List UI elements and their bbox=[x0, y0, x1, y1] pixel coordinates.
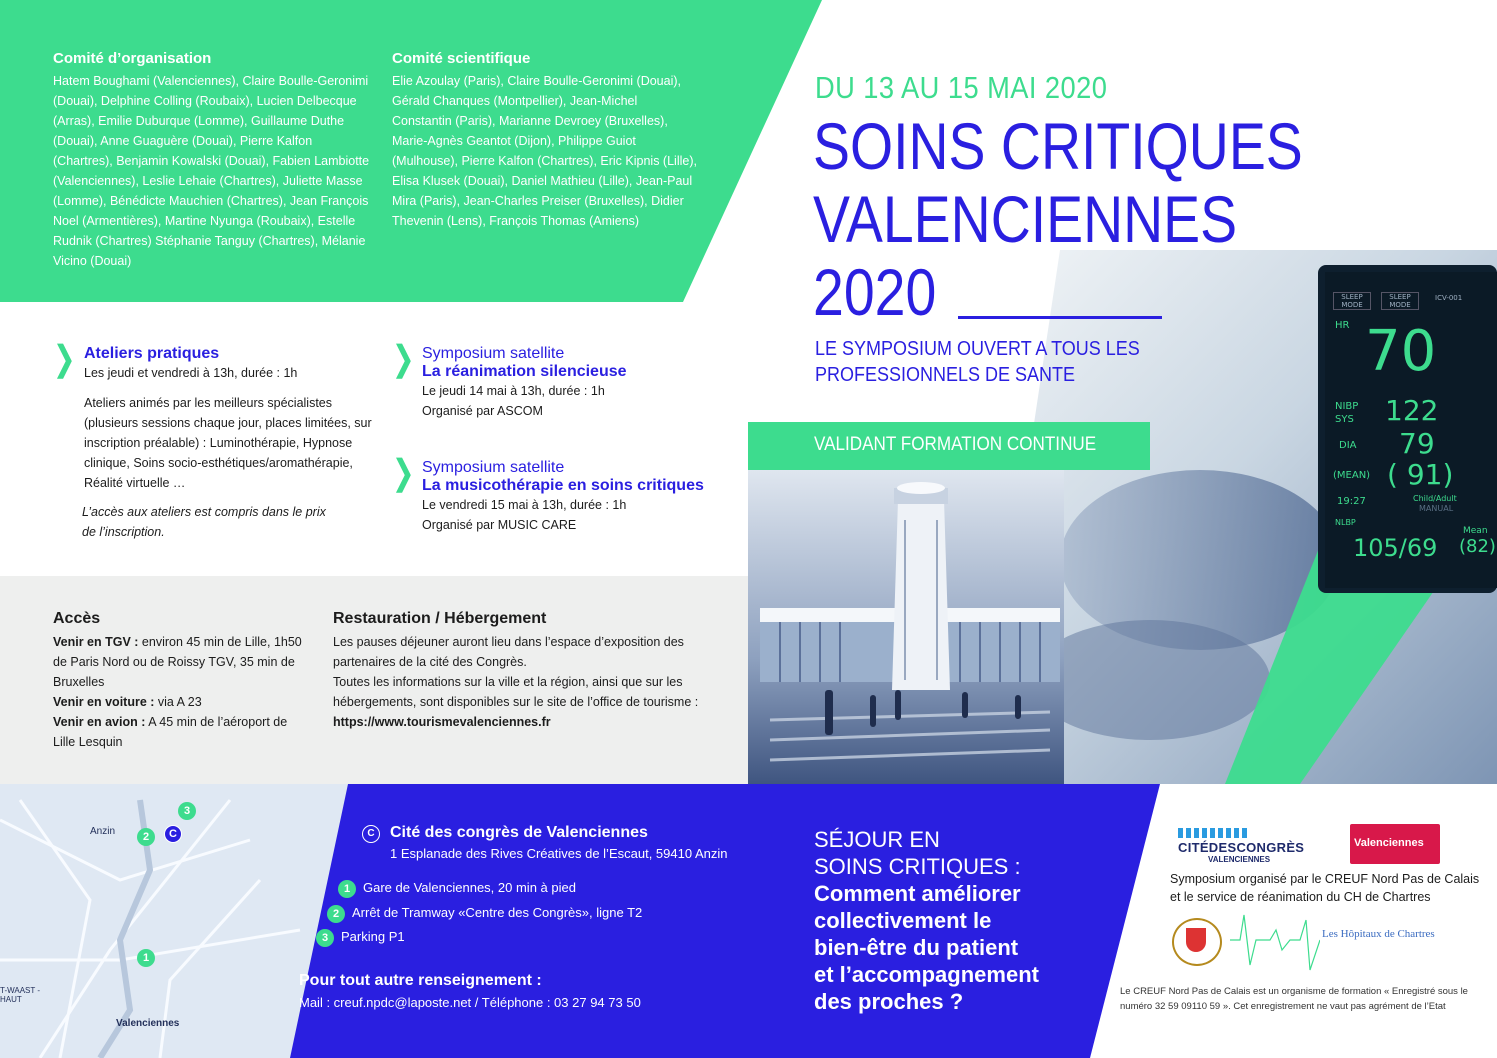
acces-tgv-text: environ 45 min de Lille, 1h50 de Paris Nord ou de Roissy TGV, 35 min de Bruxelles bbox=[53, 635, 302, 689]
committee-scientifique bbox=[392, 50, 697, 231]
acces-car-text: via A 23 bbox=[157, 695, 202, 709]
event-subtitle bbox=[815, 336, 1140, 388]
acces-car bbox=[53, 692, 303, 712]
map[interactable] bbox=[0, 784, 330, 1058]
ateliers-note bbox=[82, 502, 326, 542]
committee-organisation-title: Comité d’organisation bbox=[53, 50, 212, 67]
map-label-waast: T-WAAST -HAUT bbox=[0, 986, 40, 1004]
venue-item-3: Parking P1 bbox=[341, 929, 405, 944]
symposium-2 bbox=[422, 459, 752, 535]
monitor-reading: 105/69 bbox=[1353, 534, 1438, 562]
restauration-section bbox=[333, 610, 703, 732]
ateliers-schedule: Les jeudi et vendredi à 13h, durée : 1h bbox=[84, 366, 298, 380]
legal-notice-line2: numéro 32 59 09110 59 ». Cet enregistrement ne vaut pas agrément de l’Etat bbox=[1120, 1001, 1446, 1012]
event-title bbox=[813, 110, 1303, 329]
symposium-1-org: Organisé par ASCOM bbox=[422, 404, 543, 418]
chevron-right-icon: ❭ bbox=[50, 340, 79, 378]
monitor-mode-2: SLEEP MODE bbox=[1381, 292, 1419, 310]
symposium-2-when: Le vendredi 15 mai à 13h, durée : 1h bbox=[422, 498, 627, 512]
restauration-text2: Toutes les informations sur la ville et la région, ainsi que sur les hébergements, sont disponibles sur le site de l’office de tourisme : bbox=[333, 675, 699, 709]
sejour-line1: SÉJOUR EN bbox=[814, 827, 940, 852]
map-pin-congres[interactable]: C bbox=[164, 825, 182, 843]
monitor-mean2-label: Mean bbox=[1463, 526, 1488, 536]
cite-congres-logo-main: CITÉDESCONGRÈS bbox=[1178, 840, 1305, 855]
acces-plane bbox=[53, 712, 303, 752]
venue-item-2-num: 2 bbox=[327, 905, 345, 923]
monitor-mode-label: Child/Adult bbox=[1413, 494, 1457, 503]
monitor-hr-label: HR bbox=[1335, 320, 1350, 331]
contact-info[interactable]: Mail : creuf.npdc@laposte.net / Téléphone : 03 27 94 73 50 bbox=[299, 995, 641, 1010]
venue-item-1: Gare de Valenciennes, 20 min à pied bbox=[363, 880, 576, 895]
committee-organisation-body: Hatem Boughami (Valenciennes), Claire Boulle-Geronimi (Douai), Delphine Colling (Roubaix), Lucien Delbecque (Arras), Emilie Duburque (Lomme), Guillaume Duthe (Douai), Anne Guaguère (Douai), Pierre Kalfon (Chartres), Benjamin Kowalski (Douai), Fabien Lambiotte (Valenciennes), Leslie Lehaie (Chartres), Juliette Masse (Lomme), Bénédicte Mauchien (Chartres), Jean François Noel (Armentières), Martine Nyunga (Roubaix), Estelle Rudnik (Chartres) Stéphanie Tanguy (Chartres), Mélanie Vicino (Douai) bbox=[53, 74, 370, 268]
sejour-line6: et l’accompagnement bbox=[814, 962, 1039, 987]
cite-congres-dots-icon bbox=[1178, 828, 1248, 838]
venue-address: 1 Esplanade des Rives Créatives de l’Escaut, 59410 Anzin bbox=[390, 846, 728, 861]
valenciennes-logo bbox=[1350, 824, 1440, 864]
monitor-mean2: (82) bbox=[1459, 536, 1496, 557]
ateliers-title: Ateliers pratiques bbox=[84, 345, 220, 362]
committee-organisation bbox=[53, 50, 371, 271]
symposium-1-title: La réanimation silencieuse bbox=[422, 363, 627, 380]
symposium-2-org: Organisé par MUSIC CARE bbox=[422, 518, 577, 532]
organizers-text-line2: et le service de réanimation du CH de Chartres bbox=[1170, 890, 1431, 904]
map-pin-1[interactable]: 1 bbox=[137, 949, 155, 967]
symposium-2-title: La musicothérapie en soins critiques bbox=[422, 477, 704, 494]
venue-icon: C bbox=[362, 825, 380, 843]
hopitaux-chartres-logo: Les Hôpitaux de Chartres bbox=[1322, 928, 1435, 940]
sejour-line4: collectivement le bbox=[814, 908, 992, 933]
committee-scientifique-title: Comité scientifique bbox=[392, 50, 531, 67]
cite-congres-logo-sub: VALENCIENNES bbox=[1208, 855, 1271, 864]
venue-name: Cité des congrès de Valenciennes bbox=[390, 824, 648, 841]
monitor-sys: 122 bbox=[1385, 394, 1439, 427]
ateliers-note-line2: de l’inscription. bbox=[82, 525, 165, 539]
formation-banner-text: VALIDANT FORMATION CONTINUE bbox=[814, 434, 1097, 455]
tourism-link[interactable]: https://www.tourismevalenciennes.fr bbox=[333, 715, 551, 729]
restauration-title: Restauration / Hébergement bbox=[333, 610, 547, 627]
legal-notice bbox=[1120, 984, 1468, 1014]
monitor-mean: ( 91) bbox=[1387, 458, 1454, 491]
venue-item-3-num: 3 bbox=[316, 929, 334, 947]
legal-notice-line1: Le CREUF Nord Pas de Calais est un organisme de formation « Enregistré sous le bbox=[1120, 986, 1468, 997]
committee-scientifique-body: Elie Azoulay (Paris), Claire Boulle-Geronimi (Douai), Gérald Chanques (Montpellier), Jean-Michel Constantin (Paris), Marianne Devroey (Bruxelles), Marie-Agnès Geantot (Dijon), Philippe Guiot (Mulhouse), Pierre Kalfon (Chartres), Eric Kipnis (Lille), Elisa Klusek (Douai), Daniel Mathieu (Lille), Jean-Paul Mira (Paris), Jean-Charles Preiser (Bruxelles), Didier Thevenin (Lens), François Thomas (Amiens) bbox=[392, 74, 697, 228]
organizers-text-line1: Symposium organisé par le CREUF Nord Pas de Calais bbox=[1170, 872, 1480, 886]
monitor-nibp-label: NIBP SYS bbox=[1335, 401, 1359, 425]
event-subtitle-line1: LE SYMPOSIUM OUVERT A TOUS LES bbox=[815, 338, 1140, 360]
sejour-line5: bien-être du patient bbox=[814, 935, 1019, 960]
venue-item-1-num: 1 bbox=[338, 880, 356, 898]
map-pin-3[interactable]: 3 bbox=[178, 802, 196, 820]
acces-tgv-label: Venir en TGV : bbox=[53, 635, 139, 649]
monitor-nlbp-label: NLBP bbox=[1335, 518, 1356, 527]
symposium-1-kicker: Symposium satellite bbox=[422, 345, 565, 362]
shield-inner bbox=[1186, 928, 1206, 952]
monitor-hr: 70 bbox=[1365, 319, 1437, 384]
monitor-dia-label: DIA bbox=[1339, 440, 1357, 451]
cite-congres-logo bbox=[1178, 828, 1338, 864]
acces-title: Accès bbox=[53, 610, 101, 627]
monitor-time: 19:27 bbox=[1337, 496, 1366, 507]
monitor-mode-3: ICV-001 bbox=[1435, 294, 1463, 302]
acces-section bbox=[53, 610, 303, 752]
sejour-line3: Comment améliorer bbox=[814, 881, 1021, 906]
acces-plane-text: A 45 min de l’aéroport de Lille Lesquin bbox=[53, 715, 288, 749]
chevron-right-icon: ❭ bbox=[389, 340, 418, 378]
venue-item-2: Arrêt de Tramway «Centre des Congrès», ligne T2 bbox=[352, 905, 643, 920]
info-title: Pour tout autre renseignement : bbox=[299, 972, 542, 989]
chevron-right-icon: ❭ bbox=[389, 454, 418, 492]
symposium-2-kicker: Symposium satellite bbox=[422, 459, 565, 476]
restauration-text1: Les pauses déjeuner auront lieu dans l’espace d’exposition des partenaires de la cité des Congrès. bbox=[333, 635, 684, 669]
monitor-screen bbox=[1325, 272, 1497, 588]
creuf-shield-icon bbox=[1172, 918, 1222, 966]
ateliers-desc: Ateliers animés par les meilleurs spécialistes (plusieurs sessions chaque jour, places limitées, sur inscription préalable) : Luminothérapie, Hypnose clinique, Soins socio-esthétiques/aromathérapie, Réalité virtuelle … bbox=[84, 396, 372, 490]
map-label-anzin: Anzin bbox=[90, 826, 116, 837]
event-title-line2: VALENCIENNES bbox=[813, 182, 1238, 256]
event-dates: DU 13 AU 15 MAI 2020 bbox=[815, 70, 1108, 105]
ateliers-note-line1: L’accès aux ateliers est compris dans le prix bbox=[82, 505, 326, 519]
monitor-mode-sub: MANUAL bbox=[1419, 504, 1454, 513]
valenciennes-logo-text: Valenciennes bbox=[1354, 837, 1424, 849]
formation-banner bbox=[748, 422, 1150, 470]
map-pin-2[interactable]: 2 bbox=[137, 828, 155, 846]
monitor-mode-1: SLEEP MODE bbox=[1333, 292, 1371, 310]
acces-plane-label: Venir en avion : bbox=[53, 715, 146, 729]
sejour-text bbox=[814, 826, 1039, 1015]
ecg-line-icon bbox=[1230, 910, 1320, 980]
acces-car-label: Venir en voiture : bbox=[53, 695, 155, 709]
organizers-text bbox=[1170, 870, 1479, 906]
sejour-line2: SOINS CRITIQUES : bbox=[814, 854, 1021, 879]
monitor-dia: 79 bbox=[1399, 427, 1435, 460]
acces-tgv bbox=[53, 632, 303, 692]
event-subtitle-line2: PROFESSIONNELS DE SANTE bbox=[815, 364, 1076, 386]
symposium-1-when: Le jeudi 14 mai à 13h, durée : 1h bbox=[422, 384, 605, 398]
sejour-line7: des proches ? bbox=[814, 989, 964, 1014]
ateliers-section bbox=[84, 345, 374, 493]
symposium-1 bbox=[422, 345, 742, 421]
event-title-line3: 2020 bbox=[813, 255, 937, 329]
monitor-mean-label: (MEAN) bbox=[1333, 470, 1371, 481]
map-label-valenciennes: Valenciennes bbox=[116, 1018, 180, 1029]
event-title-line1: SOINS CRITIQUES bbox=[813, 109, 1303, 183]
